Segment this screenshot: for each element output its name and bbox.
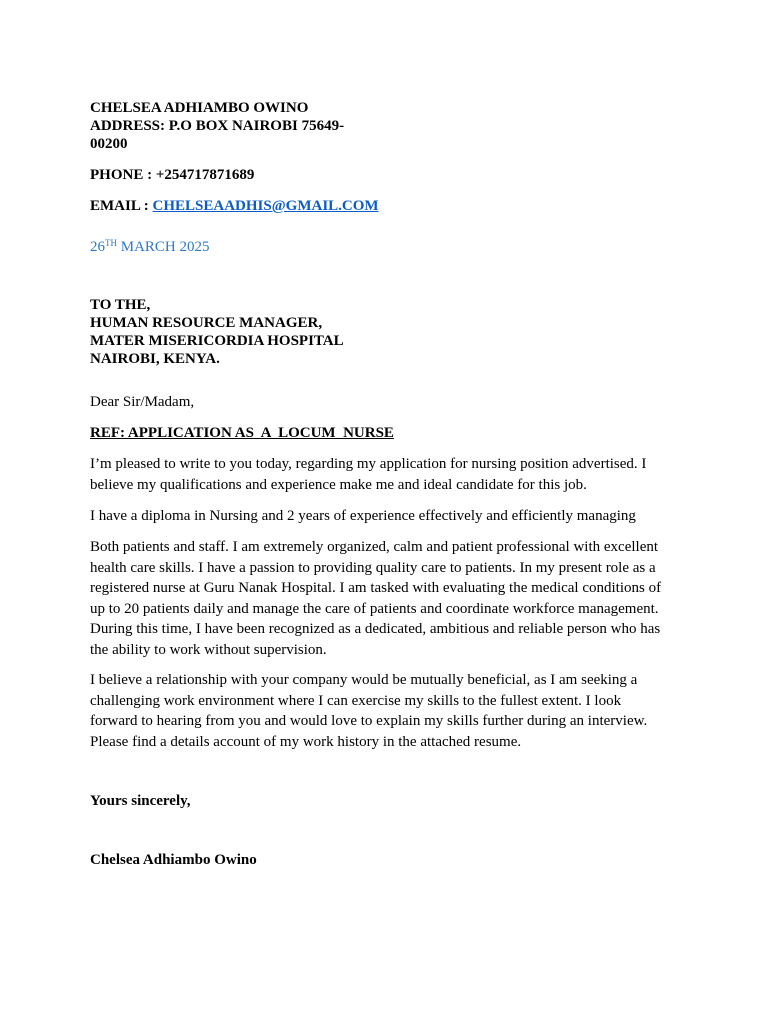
signature-text: Chelsea Adhiambo Owino xyxy=(90,852,257,868)
date-day: 26 xyxy=(90,239,105,255)
paragraph-3-text: Both patients and staff. I am extremely organized, calm and patient professional with excellent health care skills. I have a passion to providing quality care to patients. In my present role as a registered nurse at Guru Nanak Hospital. I am tasked with evaluating the medical conditions of up to 20 patients daily and manage the care of patients and coordinate workforce management. During this time, I have been recognized as a dedicated, ambitious and reliable person who has the ability to work without supervision. xyxy=(90,539,662,658)
body-paragraph-2 xyxy=(90,506,670,527)
email-link[interactable]: CHELSEAADHIS@GMAIL.COM xyxy=(152,198,379,214)
recipient-line4: NAIROBI, KENYA. xyxy=(90,351,220,367)
email-label: EMAIL : xyxy=(90,198,153,214)
date-rest: MARCH 2025 xyxy=(117,239,210,255)
letter-date xyxy=(90,234,210,256)
recipient-line1: TO THE, xyxy=(90,297,151,313)
sender-phone-text: PHONE : +254717871689 xyxy=(90,167,255,183)
paragraph-4-text: I believe a relationship with your company would be mutually beneficial, as I am seeking a challenging work environment where I can exercise my skills to the fullest extent. I look forward to hearing from you and would love to explain my skills further during an interview. Please find a details account of my work history in the attached resume. xyxy=(90,672,648,750)
recipient-block xyxy=(90,296,344,368)
body-paragraph-3 xyxy=(90,537,670,660)
sender-email-line xyxy=(90,197,379,215)
date-suffix: TH xyxy=(105,238,117,248)
paragraph-1-text: I’m pleased to write to you today, regarding my application for nursing position advertised. I believe my qualifications and experience make me and ideal candidate for this job. xyxy=(90,456,647,493)
subject-text: REF: APPLICATION AS A LOCUM NURSE xyxy=(90,425,394,441)
paragraph-2-text: I have a diploma in Nursing and 2 years of experience effectively and efficiently managing xyxy=(90,508,636,524)
sender-phone xyxy=(90,166,254,184)
closing-text: Yours sincerely, xyxy=(90,793,191,809)
closing xyxy=(90,792,191,810)
body-paragraph-1 xyxy=(90,454,670,495)
sender-block xyxy=(90,99,344,153)
sender-address-line2: 00200 xyxy=(90,136,128,152)
sender-address-line1: ADDRESS: P.O BOX NAIROBI 75649- xyxy=(90,118,345,134)
salutation xyxy=(90,393,194,411)
recipient-line2: HUMAN RESOURCE MANAGER, xyxy=(90,315,323,331)
salutation-text: Dear Sir/Madam, xyxy=(90,394,195,410)
sender-name: CHELSEA ADHIAMBO OWINO xyxy=(90,100,309,116)
signature xyxy=(90,851,257,869)
subject-line xyxy=(90,424,394,442)
body-paragraph-4 xyxy=(90,670,670,752)
recipient-line3: MATER MISERICORDIA HOSPITAL xyxy=(90,333,344,349)
